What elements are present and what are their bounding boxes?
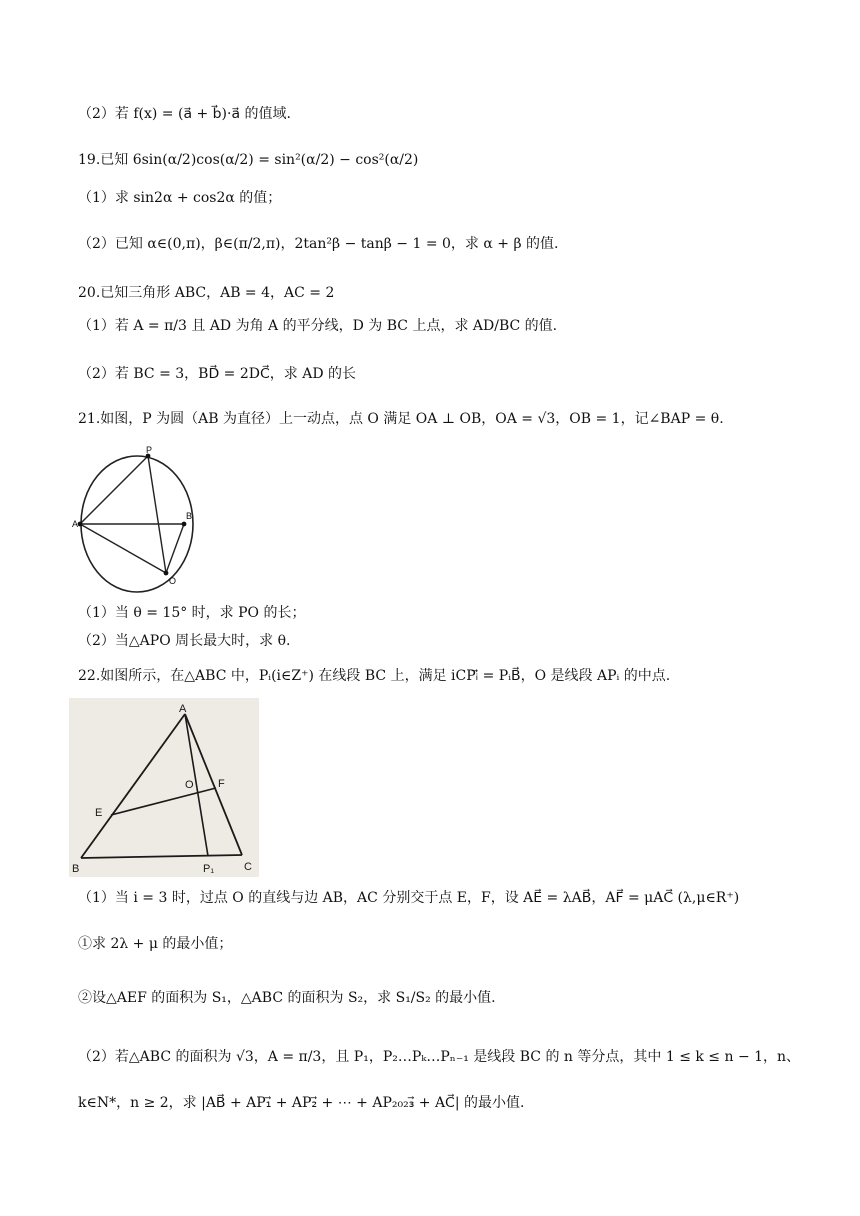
q22-stem: 22.如图所示，在△ABC 中，Pᵢ(i∈Z⁺) 在线段 BC 上，满足 iCPᵢ⃗ = PᵢB⃗，O 是线段 APᵢ 的中点. — [78, 668, 671, 684]
q20-part2: （2）若 BC = 3，BD⃗ = 2DC⃗，求 AD 的长 — [78, 366, 356, 382]
label-p1: P₁ — [203, 863, 215, 875]
side-ab — [81, 714, 185, 858]
q19-part1: （1）求 sin2α + cos2α 的值； — [78, 190, 282, 206]
label-a: A — [72, 519, 79, 529]
segment-po — [148, 456, 166, 573]
q21-part1: （1）当 θ = 15° 时，求 PO 的长； — [78, 605, 306, 621]
segment-ap — [80, 456, 148, 524]
side-bc — [81, 855, 242, 858]
q20-stem: 20.已知三角形 ABC，AB = 4，AC = 2 — [78, 285, 335, 301]
q18-part2: （2）若 f(x) = (a⃗ + b⃗)·a⃗ 的值域. — [78, 106, 291, 122]
q19-stem: 19.已知 6sin(α/2)cos(α/2) = sin²(α/2) − cos²(α/2) — [78, 152, 419, 168]
label-e: E — [95, 807, 103, 819]
q22-part1: （1）当 i = 3 时，过点 O 的直线与边 AB，AC 分别交于点 E，F，设 AE⃗ = λAB⃗，AF⃗ = μAC⃗ (λ,μ∈R⁺) — [78, 890, 740, 906]
q22-part2-line2: k∈N*，n ≥ 2，求 |AB⃗ + AP₁⃗ + AP₂⃗ + ⋯ + AP₂₀₂₃⃗ + AC⃗| 的最小值. — [78, 1095, 525, 1111]
label-f: F — [218, 778, 225, 790]
label-p: P — [146, 445, 153, 455]
label-a: A — [179, 703, 187, 715]
label-o: O — [169, 576, 177, 586]
q21-part2: （2）当△APO 周长最大时，求 θ. — [78, 633, 291, 649]
figure-22-triangle-diagram — [69, 698, 259, 877]
q20-part1: （1）若 A = π/3 且 AD 为角 A 的平分线，D 为 BC 上点，求 AD/BC 的值. — [78, 318, 558, 334]
label-b: B — [72, 863, 80, 875]
q19-part2: （2）已知 α∈(0,π)，β∈(π/2,π)，2tan²β − tanβ − 1 = 0，求 α + β 的值. — [78, 236, 559, 252]
label-o: O — [185, 779, 194, 791]
q22-part2-line1: （2）若△ABC 的面积为 √3，A = π/3，且 P₁，P₂…Pₖ…Pₙ₋₁ 是线段 BC 的 n 等分点，其中 1 ≤ k ≤ n − 1，n、 — [78, 1049, 801, 1065]
label-b: B — [186, 511, 193, 521]
q22-part1-item1: ①求 2λ + μ 的最小值； — [78, 936, 233, 952]
q22-part1-item2: ②设△AEF 的面积为 S₁，△ABC 的面积为 S₂，求 S₁/S₂ 的最小值. — [78, 990, 496, 1006]
label-c: C — [244, 861, 252, 873]
q21-stem: 21.如图，P 为圆（AB 为直径）上一动点，点 O 满足 OA ⊥ OB，OA = √3，OB = 1，记∠BAP = θ. — [78, 411, 724, 427]
figure-21-circle-diagram — [70, 445, 200, 595]
